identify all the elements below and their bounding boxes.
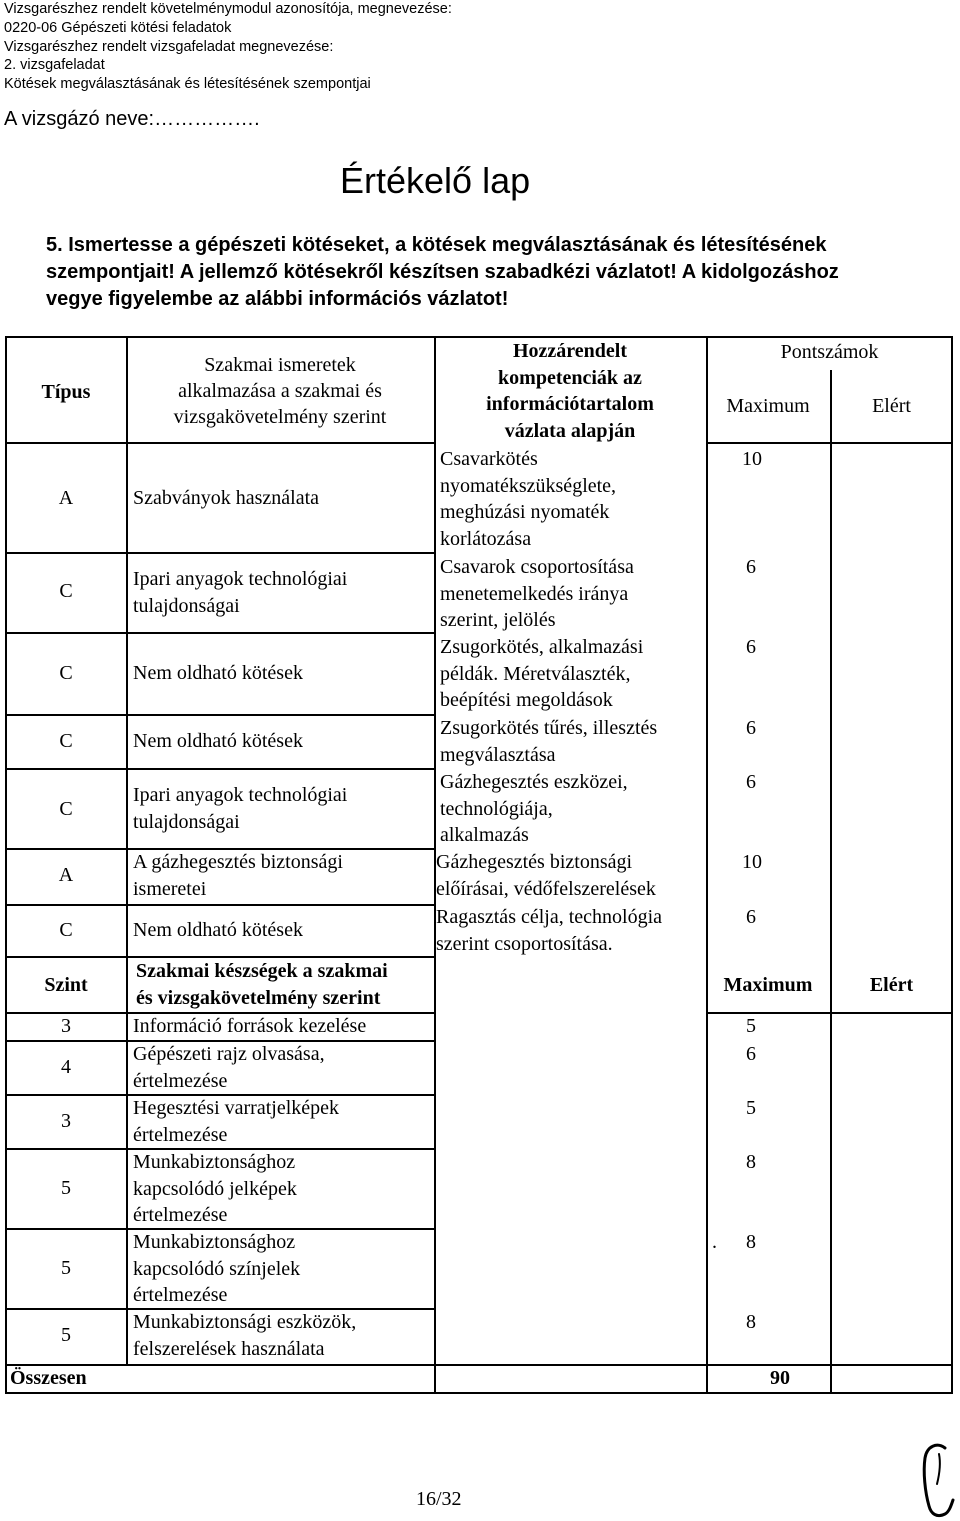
skill-max-points: 8 <box>746 1151 756 1173</box>
skill-level: 5 <box>61 1177 71 1199</box>
skill-name <box>133 1041 325 1094</box>
total-label: Összesen <box>10 1367 87 1389</box>
task-line: szempontjait! A jellemző kötésekről készítsen szabadkézi vázlatot! A kidolgozáshoz <box>46 261 839 283</box>
table-rule <box>830 370 832 1394</box>
skills-header-line: és vizsgakövetelmény szerint <box>136 986 381 1009</box>
row-competence-line: előírásai, védőfelszerelések <box>436 877 656 900</box>
row-competence-line: Zsugorkötés tűrés, illesztés <box>440 717 658 739</box>
skill-name: Információ források kezelése <box>133 1015 367 1037</box>
row-competence-line: Csavarkötés <box>440 448 538 470</box>
skills-header-max: Maximum <box>723 974 813 996</box>
task-description <box>46 232 926 313</box>
row-max-points: 6 <box>746 556 756 578</box>
skills-header-skills <box>136 958 388 1011</box>
row-type: C <box>59 580 73 602</box>
skill-level: 5 <box>61 1257 71 1279</box>
row-max-points: 10 <box>742 448 762 470</box>
skill-name <box>133 1309 356 1362</box>
skill-max-points: 8 <box>746 1311 756 1333</box>
handwritten-signature <box>915 1440 957 1520</box>
skill-max-points: 8 <box>746 1231 756 1253</box>
row-knowledge-line: A gázhegesztés biztonsági <box>133 851 343 873</box>
row-competence-line: Csavarok csoportosítása <box>440 556 634 578</box>
skill-max-points: 5 <box>746 1097 756 1119</box>
row-type: C <box>59 662 73 684</box>
row-type: C <box>59 730 73 752</box>
row-competence-line: szerint csoportosítása. <box>436 932 613 955</box>
col-header-points: Pontszámok <box>780 341 879 363</box>
skill-row-note: . <box>712 1231 717 1253</box>
task-line: 5. Ismertesse a gépészeti kötéseket, a kötések megválasztásának és létesítésének <box>46 234 827 256</box>
row-knowledge: Nem oldható kötések <box>133 919 303 941</box>
row-competence-line: példák. Méretválaszték, <box>440 662 631 685</box>
row-competence-line: menetemelkedés iránya <box>440 582 629 605</box>
table-rule <box>5 768 435 770</box>
header-line: 2. vizsgafeladat <box>4 57 105 74</box>
row-competence-line: szerint, jelölés <box>440 609 556 631</box>
skill-max-points: 6 <box>746 1043 756 1065</box>
col-header-type: Típus <box>41 381 91 403</box>
row-competence-line: Gázhegesztés biztonsági <box>436 851 633 873</box>
skill-name-line: Munkabiztonsághoz <box>133 1231 296 1253</box>
row-competence-line: Gázhegesztés eszközei, <box>440 771 628 793</box>
table-rule <box>126 336 128 1364</box>
row-competence-line: megválasztása <box>440 743 556 766</box>
skill-name-line: Munkabiztonsági eszközök, <box>133 1311 357 1333</box>
skill-name-line: Munkabiztonsághoz <box>133 1151 296 1173</box>
header-line: Kötések megválasztásának és létesítésének szempontjai <box>4 76 371 93</box>
row-max-points: 6 <box>746 771 756 793</box>
row-knowledge: Nem oldható kötések <box>133 662 303 684</box>
row-type: C <box>59 798 73 820</box>
row-knowledge: Nem oldható kötések <box>133 730 303 752</box>
table-border <box>951 336 953 1394</box>
skill-level: 4 <box>61 1056 71 1078</box>
page-number: 16/32 <box>416 1488 462 1510</box>
row-competence-line: Zsugorkötés, alkalmazási <box>440 636 644 658</box>
skill-name-line: kapcsolódó jelképek <box>133 1177 297 1200</box>
row-max-points: 6 <box>746 636 756 658</box>
row-knowledge-line: Ipari anyagok technológiai <box>133 784 348 806</box>
skill-name-line: értelmezése <box>133 1069 228 1092</box>
row-competence <box>436 904 662 957</box>
row-knowledge-line: tulajdonságai <box>133 810 240 833</box>
row-competence-line: nyomatékszükséglete, <box>440 474 617 497</box>
skills-header-level: Szint <box>44 974 88 996</box>
row-competence-line: Ragasztás célja, technológia <box>436 906 663 928</box>
row-competence <box>440 554 634 634</box>
row-knowledge <box>133 566 347 619</box>
col-header-line: vázlata alapján <box>504 419 636 442</box>
header-line: Vizsgarészhez rendelt vizsgafeladat megnevezése: <box>4 38 334 55</box>
table-rule <box>5 1364 953 1366</box>
col-header-max: Maximum <box>726 395 810 417</box>
skills-header-achieved: Elért <box>869 974 914 996</box>
row-competence <box>440 634 643 714</box>
skill-level: 3 <box>61 1015 71 1037</box>
row-competence <box>440 769 628 849</box>
total-value: 90 <box>770 1367 790 1389</box>
row-competence <box>440 715 657 768</box>
row-competence-line: technológiája, <box>440 797 553 820</box>
table-rule <box>5 714 435 716</box>
row-competence <box>440 446 616 552</box>
row-knowledge-line: tulajdonságai <box>133 594 240 617</box>
col-header-competence <box>436 338 704 444</box>
row-max-points: 6 <box>746 906 756 928</box>
row-competence <box>436 849 656 902</box>
col-header-line: Szakmai ismeretek <box>204 354 356 376</box>
row-competence-line: alkalmazás <box>440 824 529 846</box>
document-header <box>4 0 452 94</box>
skill-name-line: Hegesztési varratjelképek <box>133 1097 340 1119</box>
skill-name-line: Gépészeti rajz olvasása, <box>133 1043 325 1065</box>
header-line: Vizsgarészhez rendelt követelménymodul azonosítója, megnevezése: <box>4 1 452 17</box>
col-header-line: alkalmazása a szakmai és <box>178 380 382 402</box>
table-border <box>5 336 7 1394</box>
col-header-knowledge <box>128 352 432 430</box>
col-header-line: kompetenciák az <box>498 366 642 389</box>
skill-name-line: értelmezése <box>133 1204 228 1226</box>
skill-name <box>133 1095 339 1148</box>
table-rule <box>5 552 435 554</box>
task-line: vegye figyelembe az alábbi információs vázlatot! <box>46 288 509 310</box>
row-knowledge <box>133 782 347 835</box>
header-line: 0220-06 Gépészeti kötési feladatok <box>4 19 232 36</box>
table-border <box>5 1392 953 1394</box>
row-type: A <box>58 864 74 886</box>
skill-level: 5 <box>61 1324 71 1346</box>
skill-name <box>133 1149 297 1229</box>
table-rule <box>5 632 435 634</box>
skill-name <box>133 1229 300 1309</box>
table-rule <box>706 336 708 1394</box>
row-max-points: 6 <box>746 717 756 739</box>
col-header-line: Hozzárendelt <box>512 340 628 362</box>
skill-name-line: kapcsolódó színjelek <box>133 1257 301 1280</box>
row-knowledge: Szabványok használata <box>133 487 320 509</box>
row-competence-line: beépítési megoldások <box>440 689 613 711</box>
col-header-line: információtartalom <box>486 393 654 415</box>
skills-header-line: Szakmai készségek a szakmai <box>136 960 388 982</box>
col-header-achieved: Elért <box>872 395 911 417</box>
row-max-points: 10 <box>742 851 762 873</box>
table-rule <box>5 904 435 906</box>
skill-max-points: 5 <box>746 1015 756 1037</box>
skill-name-line: értelmezése <box>133 1123 228 1146</box>
row-knowledge <box>133 849 343 902</box>
col-header-line: vizsgakövetelmény szerint <box>173 406 387 428</box>
examinee-name-field: A vizsgázó neve:……………. <box>4 108 260 130</box>
row-type: C <box>59 919 73 941</box>
skill-level: 3 <box>61 1110 71 1132</box>
row-type: A <box>58 487 74 509</box>
skill-name-line: felszerelések használata <box>133 1337 325 1360</box>
row-competence-line: korlátozása <box>440 527 532 550</box>
row-knowledge-line: Ipari anyagok technológiai <box>133 568 348 590</box>
table-rule <box>5 442 435 444</box>
skill-name-line: értelmezése <box>133 1284 228 1306</box>
row-knowledge-line: ismeretei <box>133 877 207 900</box>
page-title-text: Értékelő lap <box>340 160 531 201</box>
row-competence-line: meghúzási nyomaték <box>440 501 610 523</box>
